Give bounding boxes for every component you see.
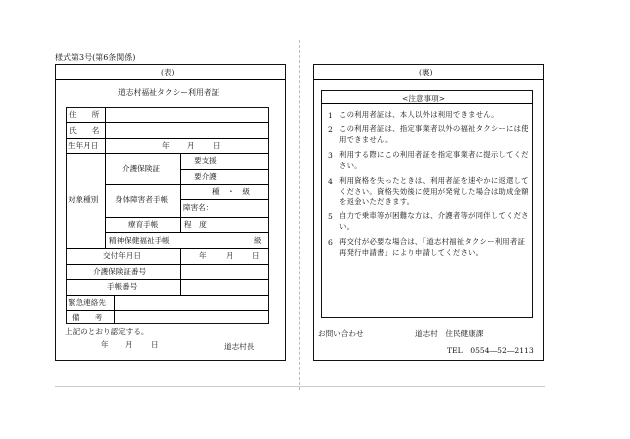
row-rule [66, 122, 269, 123]
notice-item-number: 4 [328, 177, 333, 186]
issue-date-label: 交付年月日 [103, 251, 141, 260]
front-header-rule [56, 79, 285, 80]
issue-year: 年 [199, 251, 207, 260]
contact-org: 道志村 住民健康課 [415, 329, 484, 338]
birth-day: 日 [213, 141, 221, 150]
notice-item-text: 再交付が必要な場合は、「道志村福祉タクシー利用者証再発行申請書」により申請してください。 [339, 237, 526, 257]
eligibility-label: 対象種別 [68, 195, 99, 204]
row-rule [66, 295, 269, 296]
care-cert-no-label: 介護保険証番号 [93, 267, 147, 276]
col-rule [180, 153, 181, 233]
birth-month: 月 [187, 141, 195, 150]
remarks-label: 備 考 [72, 313, 103, 322]
issue-day: 日 [252, 251, 260, 260]
row-rule [66, 264, 269, 265]
front-table [66, 107, 269, 324]
center-fold-line [299, 40, 300, 390]
degree-label: 程 度 [184, 220, 207, 229]
front-title: 道志村福祉タクシー利用者証 [118, 88, 220, 97]
row-rule [66, 248, 269, 249]
notice-item-text: 利用資格を失ったときは、利用者証を速やかに返還してください。資格失効後に使用が発覚した場合は助成金額を返金いただきます。 [339, 176, 529, 206]
birth-year: 年 [162, 141, 170, 150]
emergency-label: 緊急連絡先 [68, 298, 106, 307]
bottom-rule [55, 386, 545, 387]
notice-item-number: 2 [328, 125, 333, 134]
disability-book-label: 身体障害者手帳 [115, 195, 169, 204]
row-rule [105, 184, 269, 185]
grade-label: 種 ・ 級 [212, 187, 250, 196]
row-rule [66, 138, 269, 139]
row-rule [105, 232, 269, 233]
care-needed: 要介護 [194, 172, 217, 181]
birthdate-label: 生年月日 [68, 141, 99, 150]
mental-book-label: 精神保健福祉手帳 [109, 236, 170, 245]
rehab-book-label: 療育手帳 [128, 220, 159, 229]
contact-label: お問い合わせ [318, 329, 364, 338]
tel: TEL 0554―52―2113 [447, 346, 534, 355]
row-rule [180, 169, 269, 170]
row-rule [180, 199, 269, 200]
back-header-rule [314, 79, 543, 80]
row-rule [66, 279, 269, 280]
name-label: 氏 名 [69, 126, 100, 135]
row-rule [66, 153, 269, 154]
issue-month: 月 [226, 251, 234, 260]
front-side-label: (表) [161, 68, 175, 77]
notice-item-number: 1 [328, 111, 333, 120]
row-rule [105, 217, 269, 218]
notice-item-number: 3 [328, 151, 333, 160]
notice-title: <注意事項> [402, 94, 446, 103]
cert-day: 日 [151, 340, 159, 349]
notice-item-text: この利用者証は、本人以外は利用できません。 [339, 110, 499, 119]
notice-item-text: この利用者証は、指定事業者以外の福祉タクシーには使用できません。 [339, 124, 529, 144]
cert-month: 月 [125, 340, 133, 349]
notice-item-text: 自力で乗車等が困難な方は、介護者等が同伴してください。 [339, 211, 529, 231]
col-rule [114, 295, 115, 324]
notice-title-rule [321, 103, 533, 104]
certify-text: 上記のとおり認定する。 [65, 327, 149, 336]
col-rule [180, 248, 181, 295]
disability-name-label: 障害名： [183, 203, 214, 212]
book-no-label: 手帳番号 [107, 282, 138, 291]
notice-item-text: 利用する際にこの利用者証を指定事業者に提示してください。 [339, 150, 529, 170]
col-rule [105, 153, 106, 248]
cert-year: 年 [101, 340, 109, 349]
col-rule [105, 107, 106, 153]
row-rule [66, 310, 269, 311]
support-needed: 要支援 [194, 156, 217, 165]
care-cert-label: 介護保険証 [122, 164, 160, 173]
notice-item-number: 5 [328, 212, 333, 221]
mayor-label: 道志村長 [224, 342, 255, 351]
mental-grade-label: 級 [254, 236, 262, 245]
form-label: 様式第3号(第6条関係) [55, 53, 136, 62]
address-label: 住 所 [69, 110, 100, 119]
notice-item-number: 6 [328, 238, 333, 247]
back-side-label: (裏) [419, 68, 433, 77]
